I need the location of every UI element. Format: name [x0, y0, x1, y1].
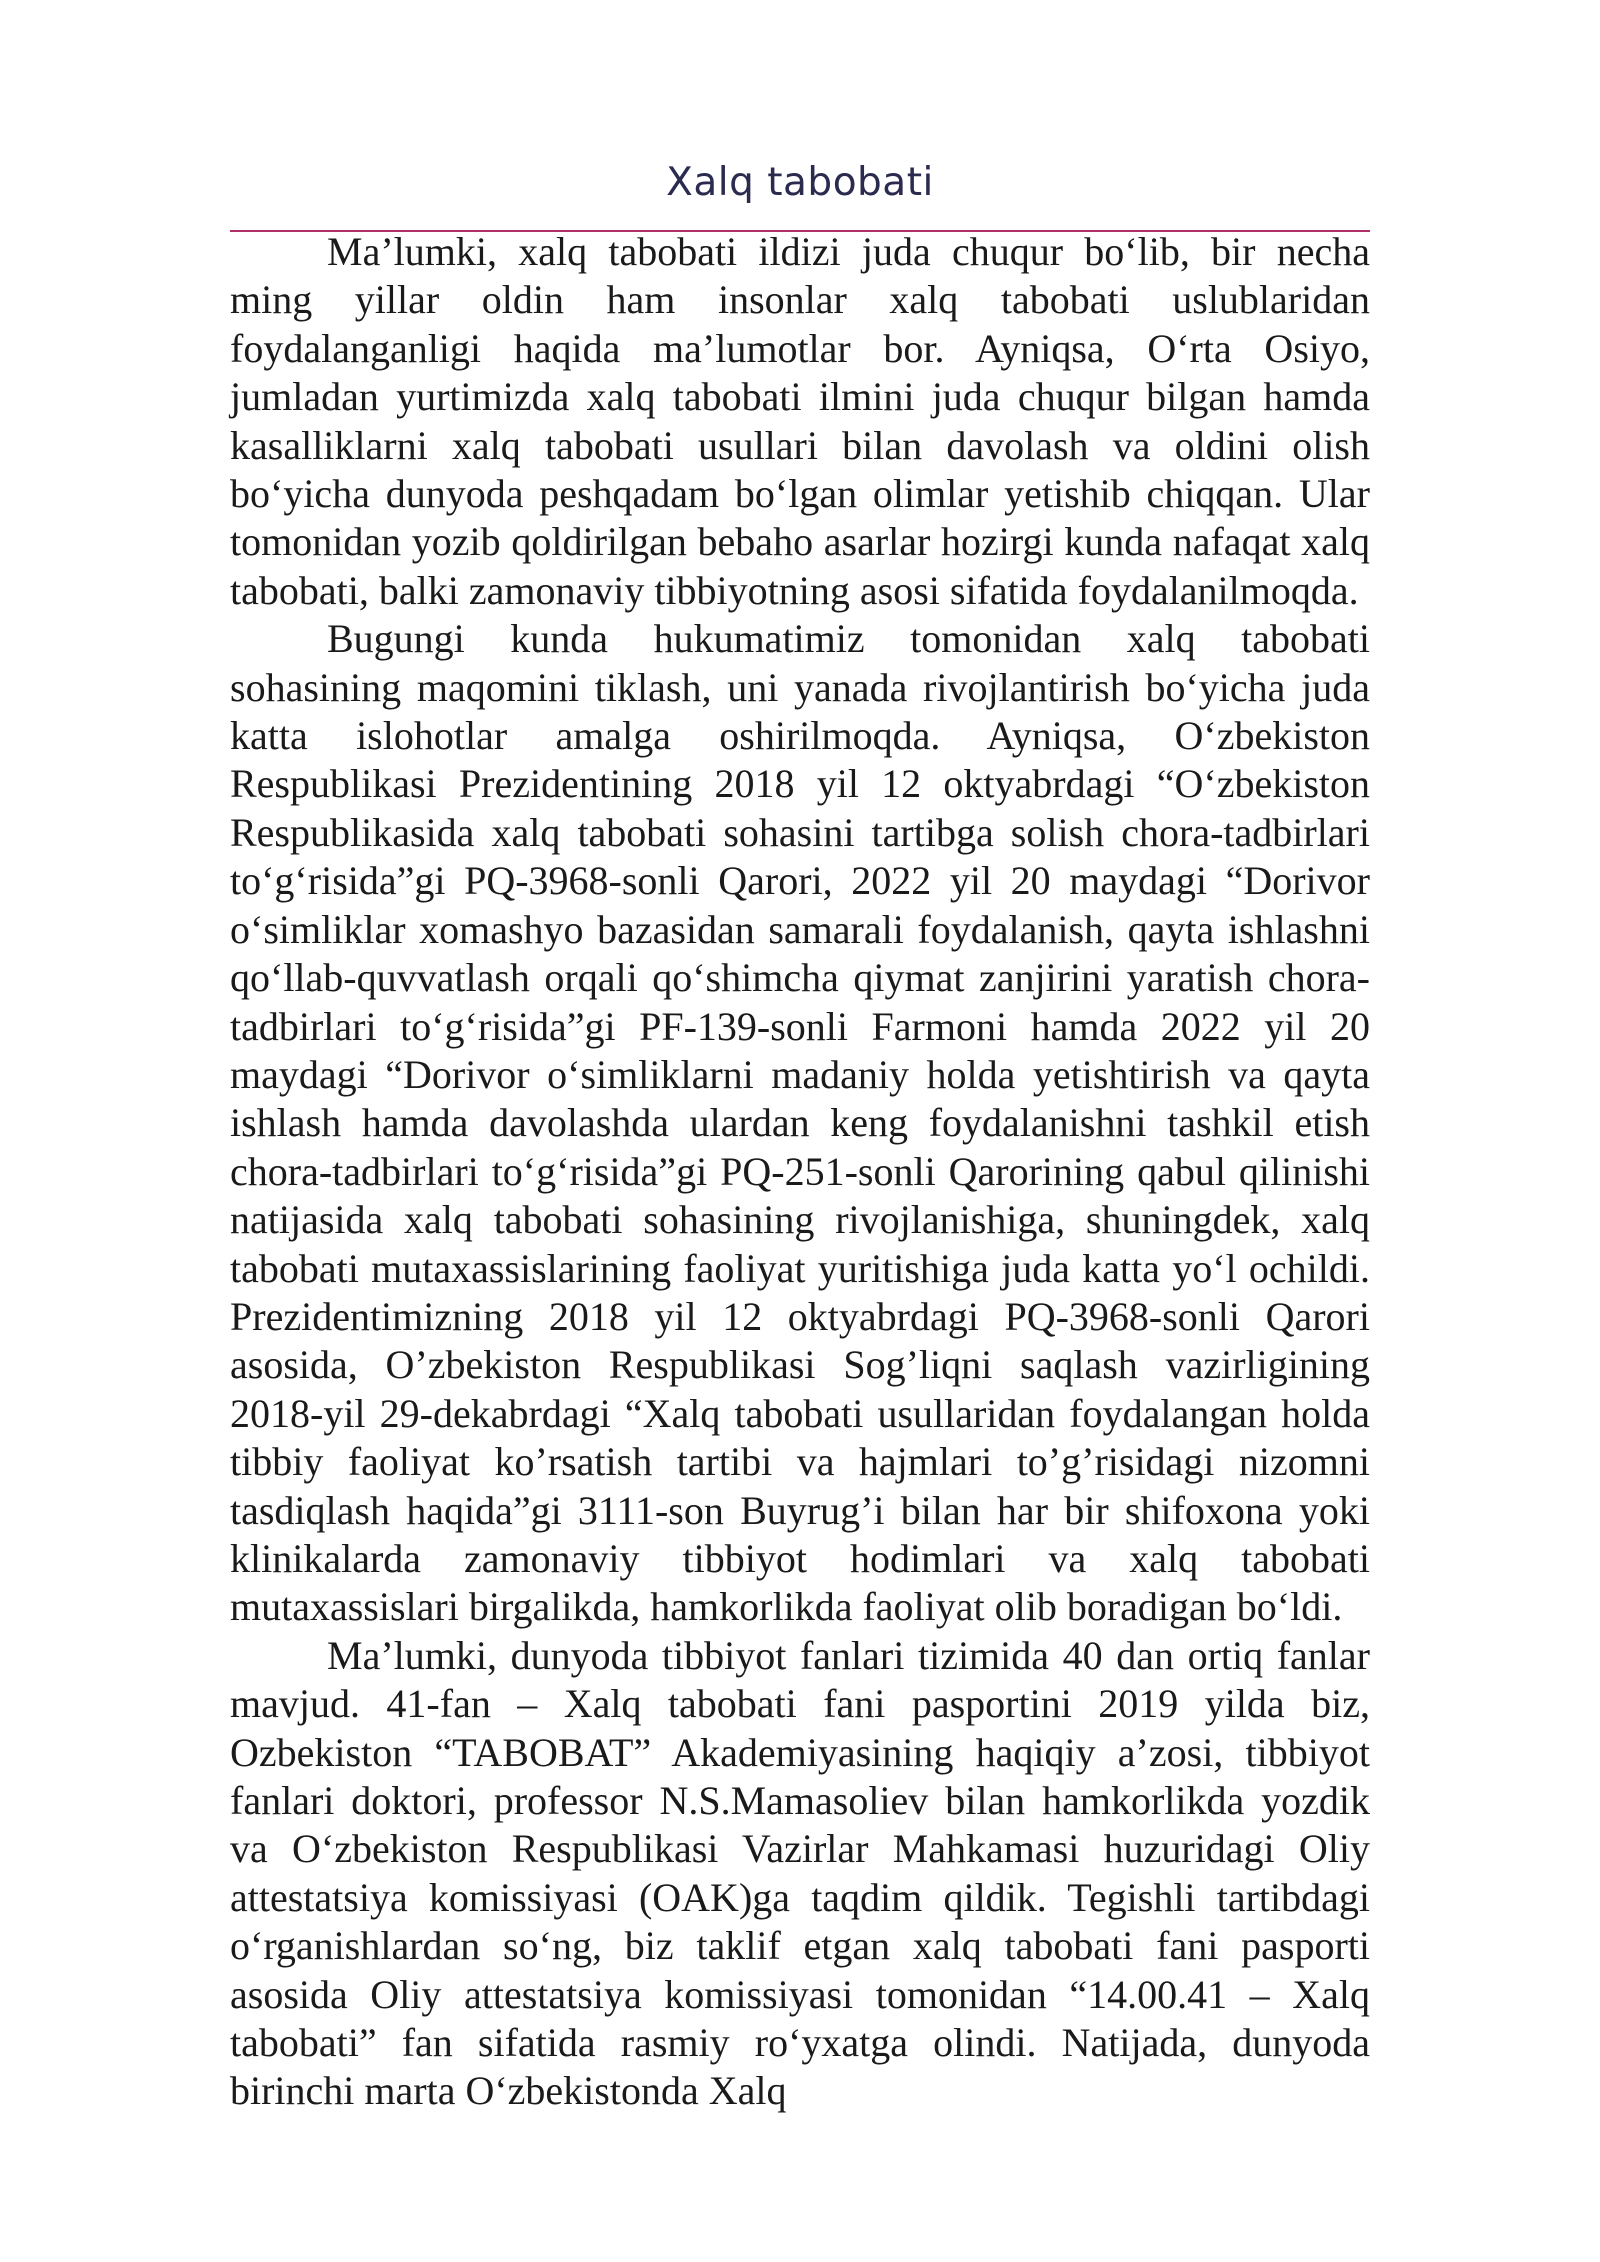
page-header — [230, 150, 1370, 232]
paragraph: Ma’lumki, xalq tabobati ildizi juda chuqur bo‘lib, bir necha ming yillar oldin ham insonlar xalq tabobati uslublaridan foydalanganligi haqida ma’lumotlar bor. Ayniqsa, O‘rta Osiyo, jumladan yurtimizda xalq tabobati ilmini juda chuqur bilgan hamda kasalliklarni xalq tabobati usullari bilan davolash va oldini olish bo‘yicha dunyoda peshqadam bo‘lgan olimlar yetishib chiqqan. Ular tomonidan yozib qoldirilgan bebaho asarlar hozirgi kunda nafaqat xalq tabobati, balki zamonaviy tibbiyotning asosi sifatida foydalanilmoqda. — [230, 229, 1370, 613]
page-title: Xalq tabobati — [666, 160, 934, 205]
document-body — [230, 228, 1370, 2116]
paragraph: Bugungi kunda hukumatimiz tomonidan xalq tabobati sohasining maqomini tiklash, uni yanada rivojlantirish bo‘yicha juda katta islohotlar amalga oshirilmoqda. Ayniqsa, O‘zbekiston Respublikasi Prezidentining 2018 yil 12 oktyabrdagi “O‘zbekiston Respublikasida xalq tabobati sohasini tartibga solish chora-tadbirlari to‘g‘risida”gi PQ-3968-sonli Qarori, 2022 yil 20 maydagi “Dorivor o‘simliklar xomashyo bazasidan samarali foydalanish, qayta ishlashni qo‘llab-quvvatlash orqali qo‘shimcha qiymat zanjirini yaratish chora-tadbirlari to‘g‘risida”gi PF-139-sonli Farmoni hamda 2022 yil 20 maydagi “Dorivor o‘simliklarni madaniy holda yetishtirish va qayta ishlash hamda davolashda ulardan keng foydalanishni tashkil etish chora-tadbirlari to‘g‘risida”gi PQ-251-sonli Qarorining qabul qilinishi natijasida xalq tabobati sohasining rivojlanishiga, shuningdek, xalq tabobati mutaxassislarining faoliyat yuritishiga juda katta yo‘l ochildi. Prezidentimizning 2018 yil 12 oktyabrdagi PQ-3968-sonli Qarori asosida, O’zbekiston Respublikasi Sog’liqni saqlash vazirligining 2018-yil 29-dekabrdagi “Xalq tabobati usullaridan foydalangan holda tibbiy faoliyat ko’rsatish tartibi va hajmlari to’g’risidagi nizomni tasdiqlash haqida”gi 3111-son Buyrug’i bilan har bir shifoxona yoki klinikalarda zamonaviy tibbiyot hodimlari va xalq tabobati mutaxassislari birgalikda, hamkorlikda faoliyat olib boradigan bo‘ldi. — [230, 616, 1370, 1630]
paragraph: Ma’lumki, dunyoda tibbiyot fanlari tizimida 40 dan ortiq fanlar mavjud. 41-fan – Xalq tabobati fani pasportini 2019 yilda biz, Ozbekiston “TABOBAT” Akademiyasining haqiqiy a’zosi, tibbiyot fanlari doktori, professor N.S.Mamasoliev bilan hamkorlikda yozdik va O‘zbekiston Respublikasi Vazirlar Mahkamasi huzuridagi Oliy attestatsiya komissiyasi (OAK)ga taqdim qildik. Tegishli tartibdagi o‘rganishlardan so‘ng, biz taklif etgan xalq tabobati fani pasporti asosida Oliy attestatsiya komissiyasi tomonidan “14.00.41 – Xalq tabobati” fan sifatida rasmiy ro‘yxatga olindi. Natijada, dunyoda birinchi marta O‘zbekistonda Xalq — [230, 1632, 1370, 2114]
